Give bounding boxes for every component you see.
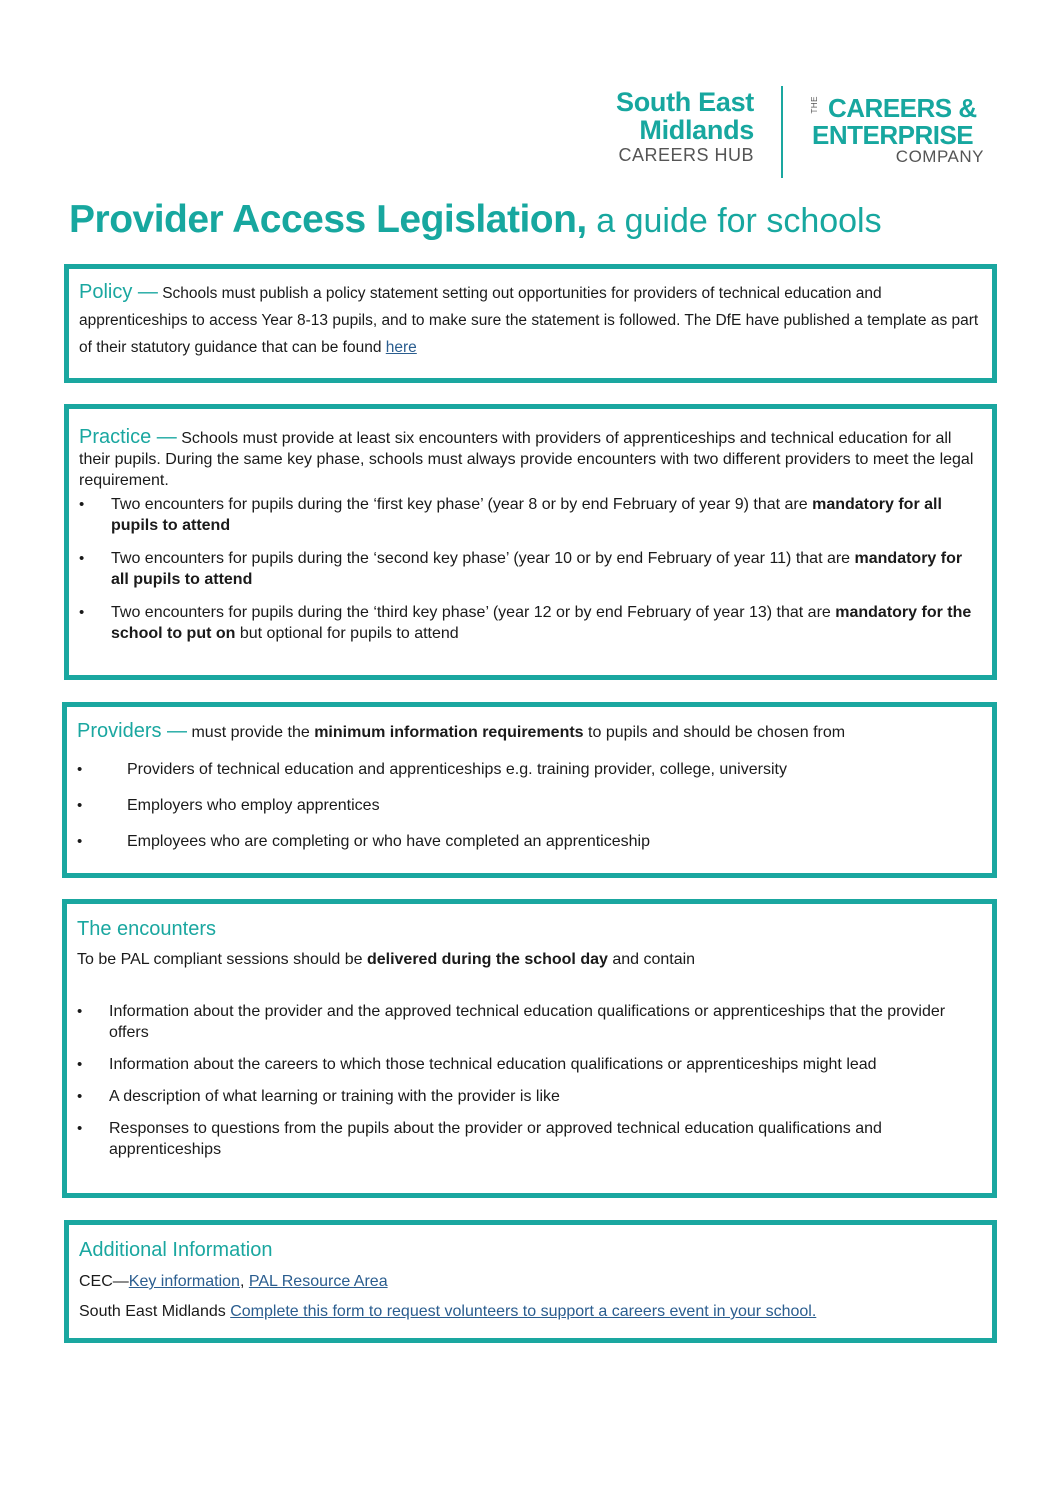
encounters-intro-before: To be PAL compliant sessions should be bbox=[77, 951, 367, 968]
page-title-subtitle: a guide for schools bbox=[586, 202, 882, 240]
practice-section bbox=[64, 404, 997, 680]
additional-cec-line bbox=[79, 1271, 982, 1292]
volunteer-request-form-link[interactable]: Complete this form to request volunteers to support a careers event in your school. bbox=[230, 1303, 817, 1320]
south-east-midlands-careers-hub-logo bbox=[560, 88, 754, 166]
hub-logo-line3: CAREERS HUB bbox=[618, 145, 754, 165]
policy-here-link[interactable]: here bbox=[385, 339, 417, 356]
providers-section bbox=[62, 702, 997, 878]
additional-heading: Additional Information bbox=[79, 1239, 273, 1261]
encounters-intro bbox=[77, 949, 982, 970]
page-title bbox=[69, 198, 882, 242]
list-item bbox=[111, 548, 982, 590]
encounters-section bbox=[62, 899, 997, 1198]
additional-sem-line bbox=[79, 1301, 982, 1322]
hub-logo-line1: South East bbox=[615, 87, 754, 117]
practice-paragraph bbox=[79, 427, 982, 491]
list-item bbox=[111, 494, 982, 536]
cec-logo-line1: CAREERS & bbox=[828, 93, 977, 123]
page-title-bold: Provider Access Legislation, bbox=[69, 198, 587, 241]
practice-heading: Practice — bbox=[79, 426, 177, 448]
providers-text-bold: minimum information requirements bbox=[314, 724, 584, 741]
list-item: • Employees who are completing or who have completed an apprenticeship bbox=[127, 831, 982, 852]
practice-list bbox=[111, 494, 982, 644]
logo-divider bbox=[781, 86, 783, 178]
list-item-bold: mandatory for the school to put on bbox=[111, 604, 972, 642]
key-information-link[interactable]: Key information bbox=[128, 1273, 240, 1290]
list-item-text: Two encounters for pupils during the ‘third key phase’ (year 12 or by end February of year 13) that are bbox=[111, 604, 836, 621]
providers-text-after: to pupils and should be chosen from bbox=[583, 724, 846, 741]
providers-list bbox=[127, 759, 982, 852]
list-item: • Providers of technical education and apprenticeships e.g. training provider, college, university bbox=[127, 759, 982, 780]
practice-text: Schools must provide at least six encounters with providers of apprenticeships and technical education for all their pupils. During the same key phase, schools must always provide encounters with two different providers to meet the legal requirement. bbox=[79, 430, 974, 489]
providers-text-before: must provide the bbox=[187, 724, 315, 741]
list-item-text: Two encounters for pupils during the ‘first key phase’ (year 8 or by end February of year 9) that are bbox=[111, 496, 813, 513]
policy-section bbox=[64, 264, 997, 383]
cec-logo-the: THE bbox=[810, 96, 819, 114]
encounters-intro-bold: delivered during the school day bbox=[366, 951, 608, 968]
list-item-bold: mandatory for all pupils to attend bbox=[111, 496, 942, 534]
hub-logo-line2: Midlands bbox=[639, 115, 754, 145]
list-item-bold: mandatory for all pupils to attend bbox=[111, 550, 963, 588]
providers-paragraph bbox=[77, 721, 982, 743]
list-item-after: but optional for pupils to attend bbox=[235, 625, 459, 642]
list-item: • Responses to questions from the pupils about the provider or approved technical education qualifications and apprenticeships bbox=[109, 1118, 982, 1160]
encounters-list bbox=[109, 1001, 982, 1160]
list-item: • Information about the careers to which those technical education qualifications or apprenticeships might lead bbox=[109, 1054, 982, 1075]
pal-resource-area-link[interactable]: PAL Resource Area bbox=[248, 1273, 388, 1290]
list-item: • A description of what learning or training with the provider is like bbox=[109, 1086, 982, 1107]
cec-logo-line3: COMPANY bbox=[895, 147, 984, 166]
additional-information-section bbox=[64, 1220, 997, 1343]
additional-separator: , bbox=[239, 1273, 249, 1290]
encounters-intro-after: and contain bbox=[607, 951, 696, 968]
policy-heading: Policy — bbox=[79, 281, 158, 303]
encounters-heading: The encounters bbox=[77, 918, 216, 940]
list-item: • Employers who employ apprentices bbox=[127, 795, 982, 816]
policy-text: Schools must publish a policy statement setting out opportunities for providers of technical education and apprenticeships to access Year 8-13 pupils, and to make sure the statement is followed. The DfE have published a template as part of their statutory guidance that can be found bbox=[79, 285, 979, 356]
list-item bbox=[111, 602, 982, 644]
providers-heading: Providers — bbox=[77, 720, 188, 742]
cec-logo-line2: ENTERPRISE bbox=[812, 120, 974, 150]
policy-paragraph bbox=[79, 279, 982, 361]
list-item-text: Two encounters for pupils during the ‘second key phase’ (year 10 or by end February of year 11) that are bbox=[111, 550, 855, 567]
additional-cec-prefix: CEC— bbox=[79, 1273, 129, 1290]
additional-sem-prefix: South East Midlands bbox=[79, 1303, 231, 1320]
list-item: • Information about the provider and the approved technical education qualifications or apprenticeships that the provider offers bbox=[109, 1001, 982, 1043]
